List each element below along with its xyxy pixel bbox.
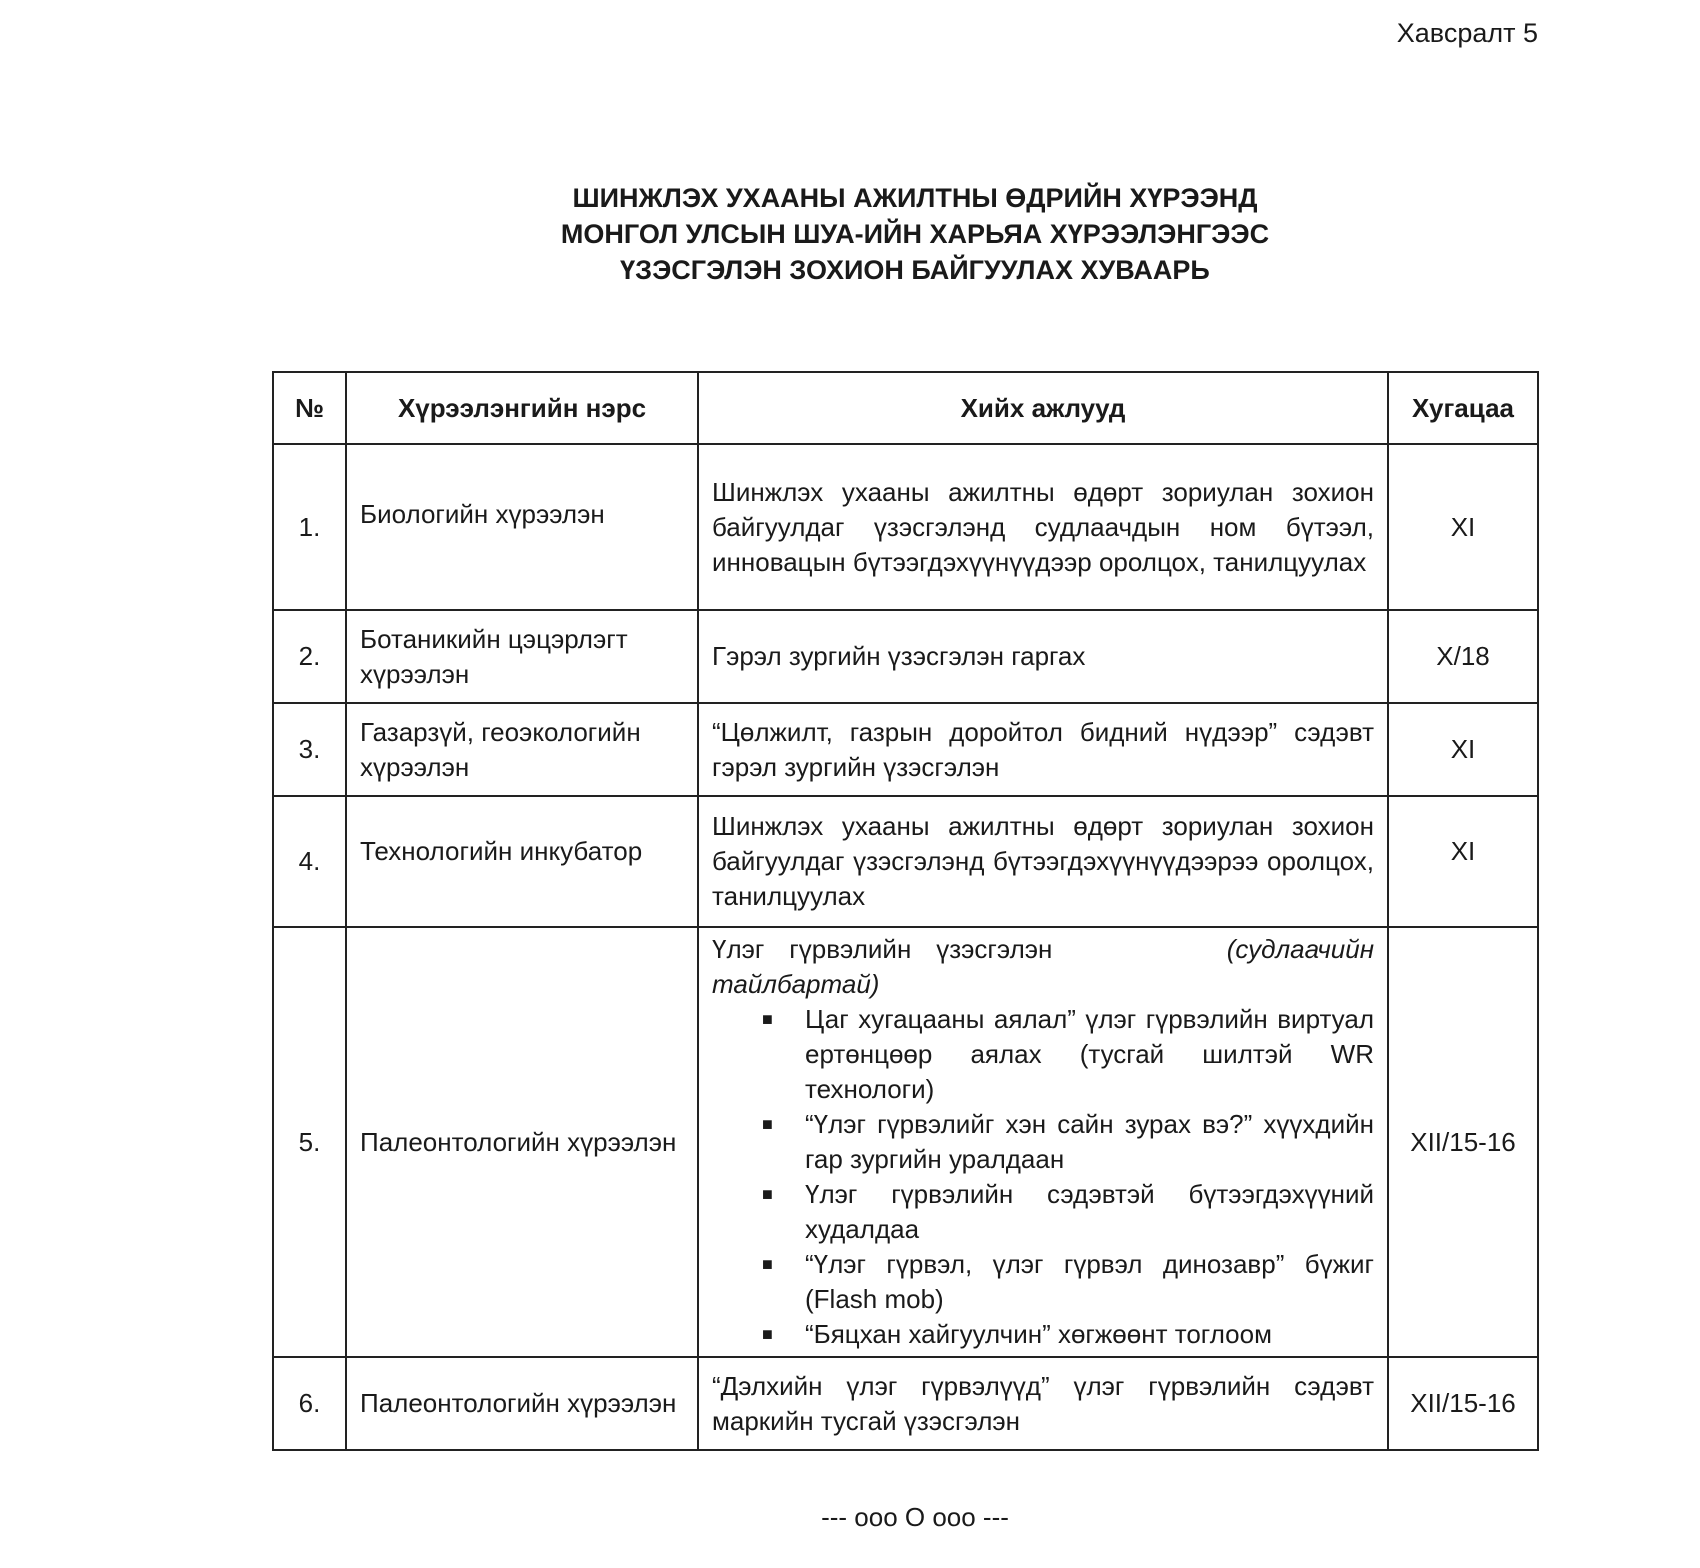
table-header-row bbox=[273, 372, 1538, 444]
list-item bbox=[712, 1177, 1374, 1247]
timeline-cell: XII/15-16 bbox=[1388, 927, 1538, 1357]
timeline-cell: XI bbox=[1388, 703, 1538, 796]
activity-intro-note: (судлаачийн тайлбартай) bbox=[712, 934, 1374, 999]
institute-name: Газарзүй, геоэкологийн хүрээлэн bbox=[346, 703, 698, 796]
institute-name: Палеонтологийн хүрээлэн bbox=[346, 1357, 698, 1450]
institute-name: Ботаникийн цэцэрлэгт хүрээлэн bbox=[346, 610, 698, 703]
title-line-2: МОНГОЛ УЛСЫН ШУА-ИЙН ХАРЬЯА ХҮРЭЭЛЭНГЭЭС bbox=[560, 219, 1270, 249]
title-line-3: ҮЗЭСГЭЛЭН ЗОХИОН БАЙГУУЛАХ ХУВААРЬ bbox=[620, 255, 1210, 285]
row-number: 3. bbox=[273, 703, 346, 796]
header-timeline: Хугацаа bbox=[1388, 372, 1538, 444]
list-item bbox=[712, 1002, 1374, 1107]
title-line-1: ШИНЖЛЭХ УХААНЫ АЖИЛТНЫ ӨДРИЙН ХҮРЭЭНД bbox=[572, 183, 1258, 213]
activities-cell: Шинжлэх ухааны ажилтны өдөрт зориулан зохион байгуулдаг үзэсгэлэнд судлаачдын ном бүтээл, инновацын бүтээгдэхүүнүүдээр оролцох, танилцуулах bbox=[698, 444, 1388, 610]
activity-intro bbox=[712, 932, 1374, 1002]
activities-cell: “Цөлжилт, газрын доройтол бидний нүдээр” сэдэвт гэрэл зургийн үзэсгэлэн bbox=[698, 703, 1388, 796]
header-number: № bbox=[273, 372, 346, 444]
list-item-text: “Бяцхан хайгуулчин” хөгжөөнт тоглоом bbox=[805, 1319, 1272, 1349]
header-institute-name: Хүрээлэнгийн нэрс bbox=[346, 372, 698, 444]
table-row bbox=[273, 927, 1538, 1357]
list-item-text: Үлэг гүрвэлийн сэдэвтэй бүтээгдэхүүний худалдаа bbox=[805, 1179, 1374, 1244]
activity-intro-text: Үлэг гүрвэлийн үзэсгэлэн bbox=[712, 934, 1053, 964]
activities-cell: “Дэлхийн үлэг гүрвэлүүд” үлэг гүрвэлийн сэдэвт маркийн тусгай үзэсгэлэн bbox=[698, 1357, 1388, 1450]
bullet-icon: ■ bbox=[762, 1009, 773, 1029]
bullet-icon: ■ bbox=[762, 1114, 773, 1134]
bullet-icon: ■ bbox=[762, 1254, 773, 1274]
row-number: 6. bbox=[273, 1357, 346, 1450]
table-row bbox=[273, 610, 1538, 703]
table-row bbox=[273, 1357, 1538, 1450]
row-number: 1. bbox=[273, 444, 346, 610]
table-row bbox=[273, 444, 1538, 610]
document-end-marker: --- ooo O ooo --- bbox=[821, 1502, 1009, 1532]
institute-name: Технологийн инкубатор bbox=[346, 796, 698, 927]
activities-cell: Шинжлэх ухааны ажилтны өдөрт зориулан зохион байгуулдаг үзэсгэлэнд бүтээгдэхүүнүүдээрээ оролцох, танилцуулах bbox=[698, 796, 1388, 927]
row-number: 2. bbox=[273, 610, 346, 703]
timeline-cell: XII/15-16 bbox=[1388, 1357, 1538, 1450]
table-row bbox=[273, 703, 1538, 796]
list-item bbox=[712, 1247, 1374, 1317]
timeline-cell: XI bbox=[1388, 444, 1538, 610]
header-activities: Хийх ажлууд bbox=[698, 372, 1388, 444]
document-title bbox=[0, 180, 1700, 288]
timeline-cell: XI bbox=[1388, 796, 1538, 927]
bullet-icon: ■ bbox=[762, 1184, 773, 1204]
institute-name: Биологийн хүрээлэн bbox=[346, 444, 698, 610]
institute-name: Палеонтологийн хүрээлэн bbox=[346, 927, 698, 1357]
appendix-label: Хавсралт 5 bbox=[1396, 18, 1538, 48]
list-item-text: Цаг хугацааны аялал” үлэг гүрвэлийн виртуал ертөнцөөр аялах (тусгай шилтэй WR технологи) bbox=[805, 1004, 1374, 1104]
bullet-icon: ■ bbox=[762, 1324, 773, 1344]
list-item bbox=[712, 1107, 1374, 1177]
list-item-text: “Үлэг гүрвэл, үлэг гүрвэл динозавр” бүжиг (Flash mob) bbox=[805, 1249, 1374, 1314]
schedule-table bbox=[272, 371, 1539, 1451]
timeline-cell: X/18 bbox=[1388, 610, 1538, 703]
row-number: 5. bbox=[273, 927, 346, 1357]
activity-bullet-list bbox=[712, 1002, 1374, 1352]
list-item-text: “Үлэг гүрвэлийг хэн сайн зурах вэ?” хүүхдийн гар зургийн уралдаан bbox=[805, 1109, 1374, 1174]
activities-cell: Гэрэл зургийн үзэсгэлэн гаргах bbox=[698, 610, 1388, 703]
activities-cell bbox=[698, 927, 1388, 1357]
table-row bbox=[273, 796, 1538, 927]
list-item bbox=[712, 1317, 1374, 1352]
row-number: 4. bbox=[273, 796, 346, 927]
